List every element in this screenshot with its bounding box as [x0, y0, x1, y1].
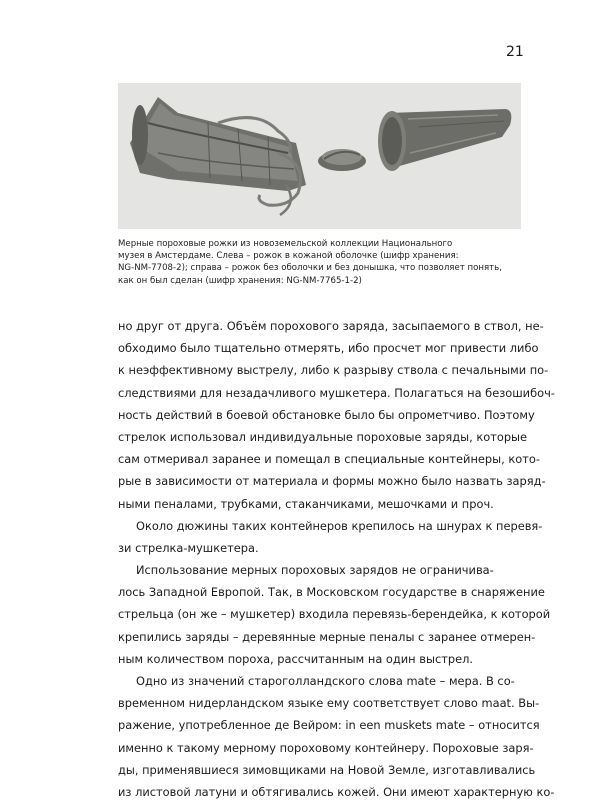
body-line: обходимо было тщательно отмерять, ибо просчет мог привести либо [118, 341, 539, 356]
body-line: стрельца (он же – мушкетер) входила перевязь-берендейка, к которой [118, 607, 551, 622]
body-line: временном нидерландском языке ему соответствует слово maat. Вы- [118, 696, 540, 711]
caption-line: Мерные пороховые рожки из новоземельской коллекции Национального [118, 239, 453, 249]
body-line: стрелок использовал индивидуальные пороховые заряды, которые [118, 429, 528, 444]
body-line: Одно из значений староголландского слова mate – мера. В со- [136, 674, 515, 688]
body-line: зи стрелка-мушкетера. [118, 540, 259, 555]
body-line: но друг от друга. Объём порохового заряда, засыпаемого в ствол, не- [118, 319, 544, 333]
body-line: Использование мерных пороховых зарядов не ограничива- [136, 563, 494, 578]
body-line: следствиями для незадачливого мушкетера. Полагаться на безошибоч- [118, 385, 555, 400]
powder-horns-illustration [118, 83, 521, 229]
body-line: ными пеналами, трубками, стаканчиками, мешочками и проч. [118, 496, 494, 511]
body-text [118, 315, 555, 803]
body-line: сам отмеривал заранее и помещал в специальные контейнеры, кото- [118, 452, 540, 467]
body-line: лось Западной Европой. Так, в Московском государстве в снаряжение [118, 585, 545, 600]
body-line: ным количеством пороха, рассчитанным на один выстрел. [118, 651, 473, 666]
caption-line: NG-NM-7708-2); справа – рожок без оболочки и без донышка, что позволяет понять, [118, 263, 502, 274]
caption-line: как он был сделан (шифр хранения: NG-NM-7765-1-2) [118, 275, 362, 286]
caption-line: музея в Амстердаме. Слева – рожок в кожаной оболочке (шифр хранения: [118, 251, 459, 262]
body-line: именно к такому мерному пороховому контейнеру. Пороховые заря- [118, 740, 534, 755]
body-line: рые в зависимости от материала и формы можно было назвать заряд- [118, 474, 546, 489]
page-number: 21 [506, 44, 524, 60]
body-line: к неэффективному выстрелу, либо к разрыву ствола с печальными по- [118, 363, 549, 378]
body-line: ность действий в боевой обстановке было бы опрометчиво. Поэтому [118, 407, 535, 422]
body-line: Около дюжины таких контейнеров крепилось на шнурах к перевя- [136, 518, 543, 533]
body-line: крепились заряды – деревянные мерные пеналы с заранее отмерен- [118, 629, 536, 644]
body-line: ражение, употребленное де Вейром: in een muskets mate – относится [118, 718, 540, 733]
figure-caption [118, 238, 502, 287]
body-line: из листовой латуни и обтягивались кожей. Они имеют характерную ко- [118, 784, 555, 799]
artifact-photo [118, 83, 521, 229]
body-line: ды, применявшиеся зимовщиками на Новой Земле, изготавливались [118, 762, 536, 777]
